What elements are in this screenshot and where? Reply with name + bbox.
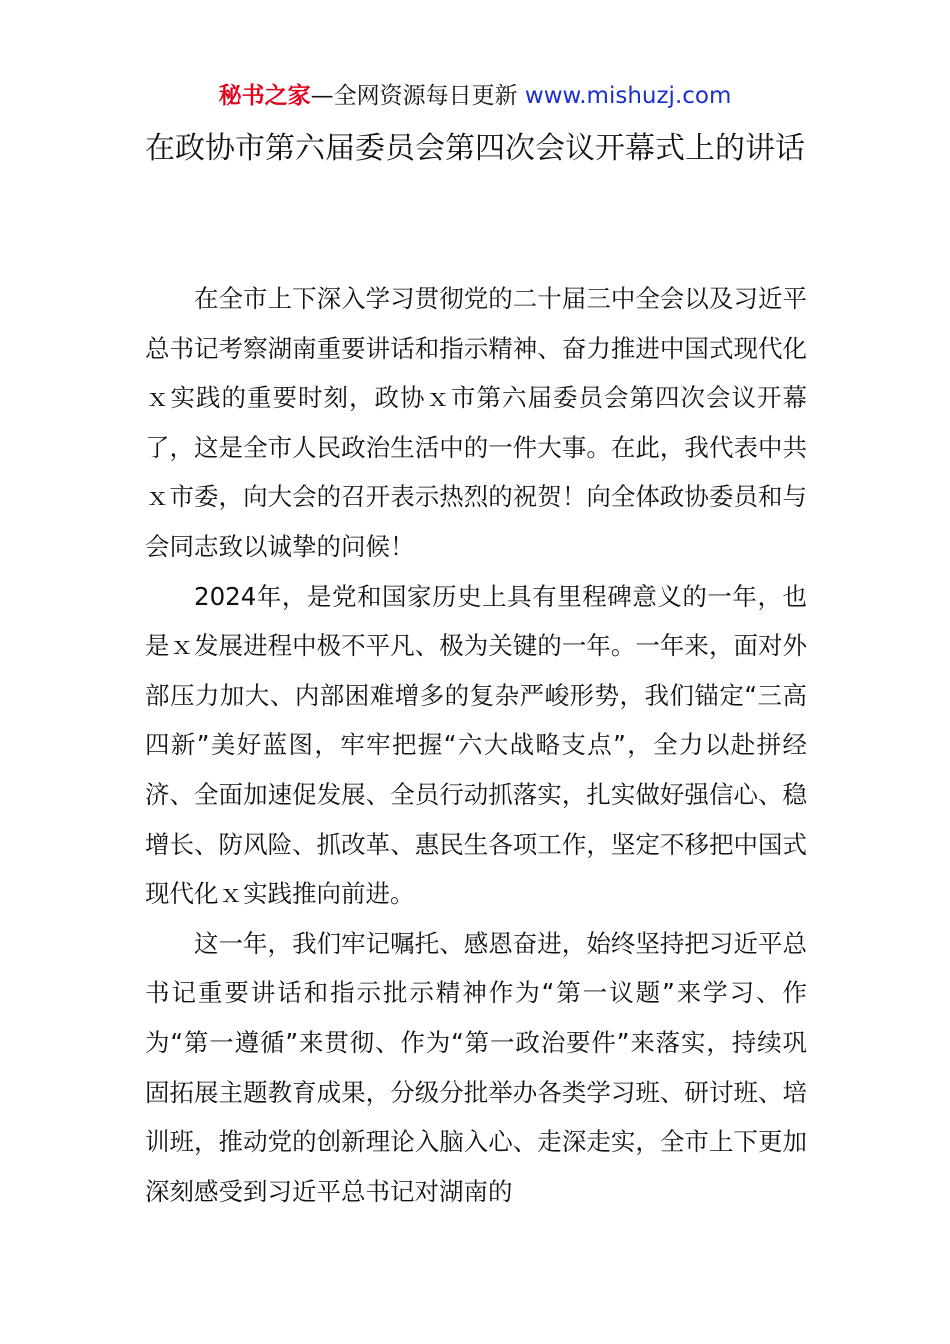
site-tagline: —全网资源每日更新 bbox=[310, 83, 518, 109]
document-body bbox=[145, 274, 807, 1216]
site-url-link[interactable]: www.mishuzj.com bbox=[524, 83, 732, 109]
site-brand: 秘书之家 bbox=[218, 83, 311, 109]
paragraph: 在全市上下深入学习贯彻党的二十届三中全会以及习近平总书记考察湖南重要讲话和指示精神、奋力推进中国式现代化ｘ实践的重要时刻，政协ｘ市第六届委员会第四次会议开幕了，这是全市人民政治生活中的一件大事。在此，我代表中共ｘ市委，向大会的召开表示热烈的祝贺！向全体政协委员和与会同志致以诚挚的问候！ bbox=[145, 284, 807, 561]
document-title: 在政协市第六届委员会第四次会议开幕式上的讲话 bbox=[145, 131, 805, 166]
site-header bbox=[0, 80, 950, 112]
paragraph: 2024年，是党和国家历史上具有里程碑意义的一年，也是ｘ发展进程中极不平凡、极为关键的一年。一年来，面对外部压力加大、内部困难增多的复杂严峻形势，我们锚定“三高四新”美好蓝图，牢牢把握“六大战略支点”，全力以赴拼经济、全面加速促发展、全员行动抓落实，扎实做好强信心、稳增长、防风险、抓改革、惠民生各项工作，坚定不移把中国式现代化ｘ实践推向前进。 bbox=[145, 581, 807, 909]
paragraph: 这一年，我们牢记嘱托、感恩奋进，始终坚持把习近平总书记重要讲话和指示批示精神作为“第一议题”来学习、作为“第一遵循”来贯彻、作为“第一政治要件”来落实，持续巩固拓展主题教育成果，分级分批举办各类学习班、研讨班、培训班，推动党的创新理论入脑入心、走深走实，全市上下更加深刻感受到习近平总书记对湖南的 bbox=[145, 928, 807, 1206]
